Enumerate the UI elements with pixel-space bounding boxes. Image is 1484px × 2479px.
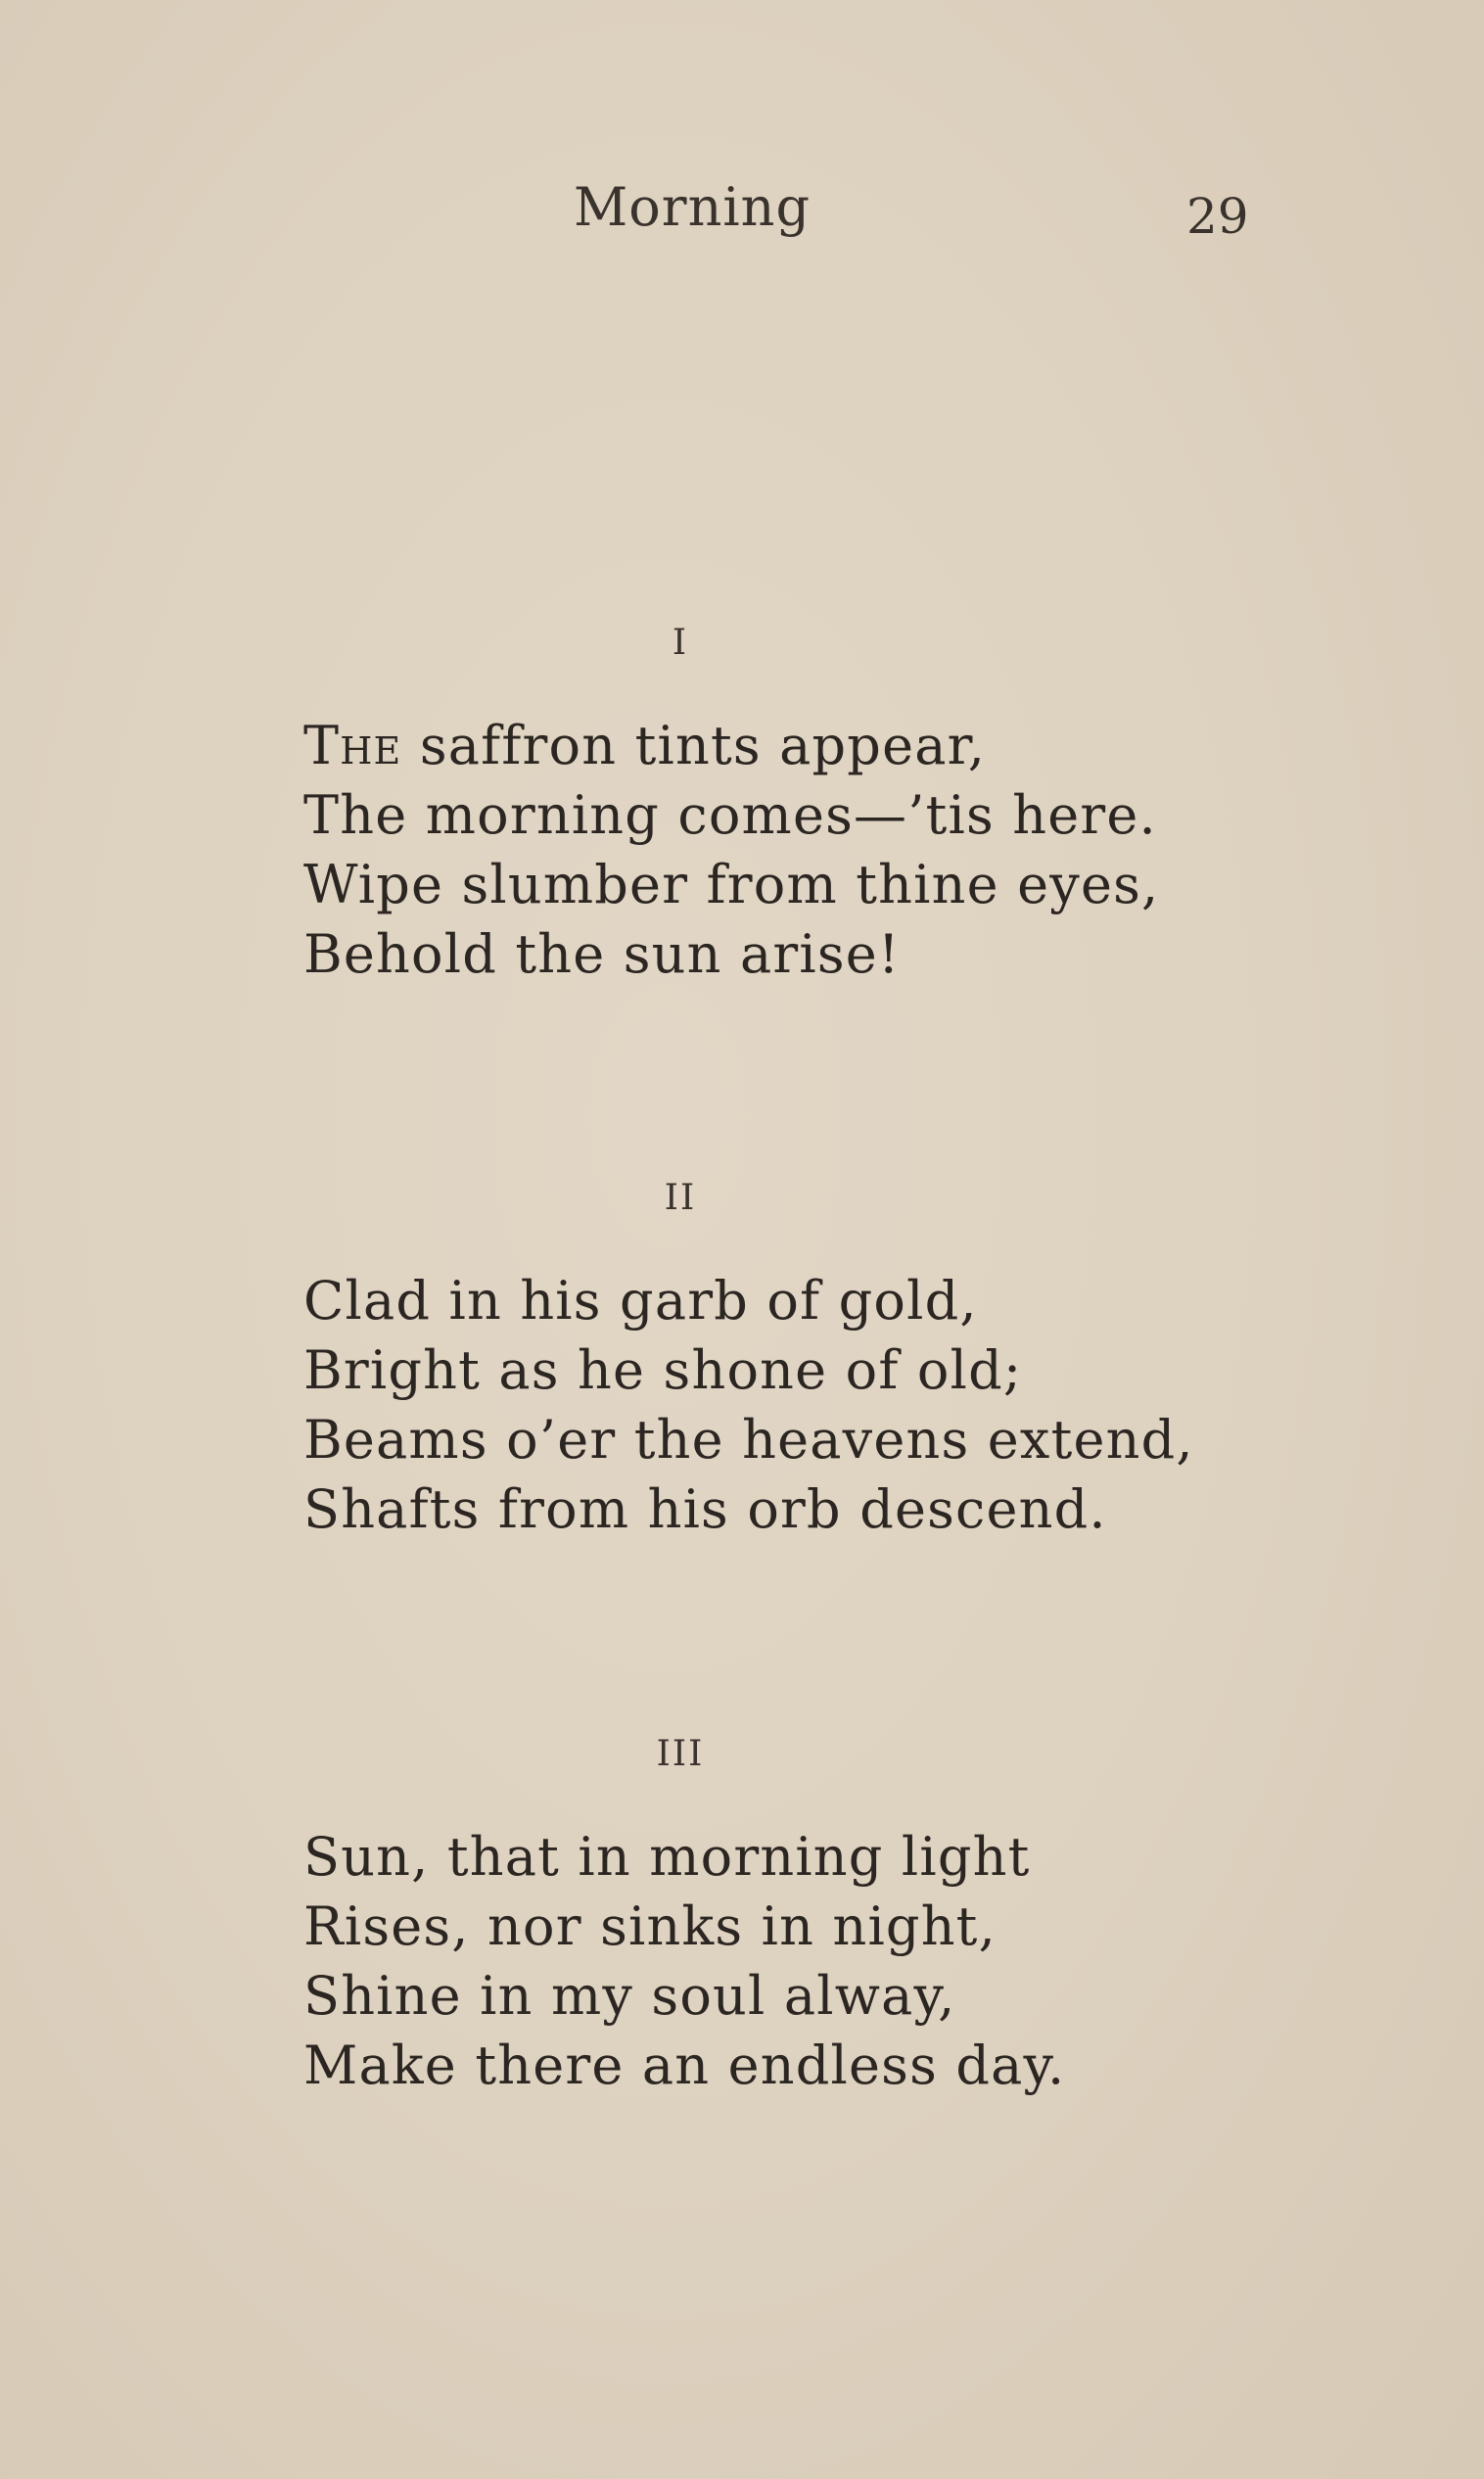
opening-line-rest: saffron tints appear,	[401, 715, 987, 776]
poem-line: Behold the sun arise!	[303, 923, 901, 985]
stanza-numeral: I	[672, 623, 689, 663]
poem-line: Beams o’er the heavens extend,	[303, 1409, 1194, 1471]
poem-line	[303, 715, 986, 776]
poem-line: Wipe slumber from thine eyes,	[303, 854, 1160, 915]
poem-line: The morning comes—’tis here.	[303, 784, 1157, 846]
opening-word: The	[303, 715, 402, 776]
running-head	[0, 176, 1484, 245]
poem-line: Clad in his garb of gold,	[303, 1270, 978, 1332]
poem-line: Shafts from his orb descend.	[303, 1478, 1107, 1540]
poem-line: Rises, nor sinks in night,	[303, 1895, 997, 1957]
running-head-title: Morning	[574, 176, 812, 238]
poem-line: Shine in my soul alway,	[303, 1965, 956, 2027]
stanza-numeral: II	[664, 1178, 697, 1218]
poem-line: Sun, that in morning light	[303, 1826, 1031, 1888]
poem-line: Bright as he shone of old;	[303, 1339, 1023, 1401]
poem-line: Make there an endless day.	[303, 2035, 1066, 2096]
page-number: 29	[1186, 188, 1249, 245]
stanza-numeral: III	[656, 1734, 705, 1774]
